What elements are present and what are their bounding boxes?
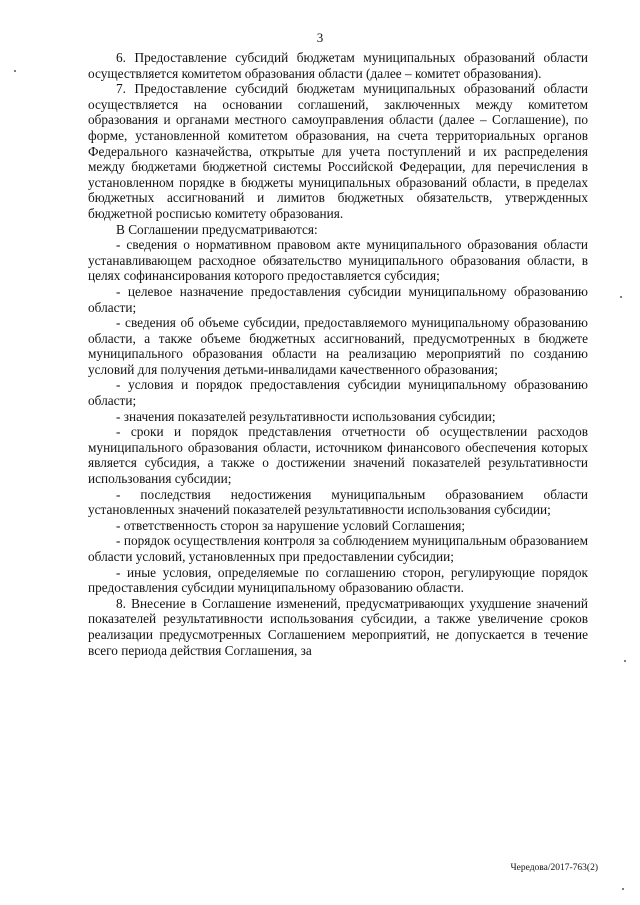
scan-speck — [624, 660, 626, 662]
list-item: - порядок осуществления контроля за соблюдением муниципальным образованием области условий, установленных при предоставлении субсидии; — [88, 533, 588, 564]
scan-speck — [622, 888, 624, 890]
paragraph-6: 6. Предоставление субсидий бюджетам муниципальных образований области осуществляется комитетом образования области (далее – комитет образования). — [88, 50, 588, 81]
list-item: - сведения об объеме субсидии, предоставляемого муниципальному образованию области, а также объеме бюджетных ассигнований, предусмотренных в бюджете муниципального образования области на реализацию мероприятий по созданию условий для получения детьми-инвалидами качественного образования; — [88, 315, 588, 377]
list-item: - иные условия, определяемые по соглашению сторон, регулирующие порядок предоставления субсидии муниципальному образованию области. — [88, 564, 588, 596]
document-body — [88, 50, 588, 658]
page-number: 3 — [316, 30, 324, 45]
list-item: - последствия недостижения муниципальным образованием области установленных значений показателей результативности использования субсидии; — [88, 486, 588, 518]
paragraph-8: 8. Внесение в Соглашение изменений, предусматривающих ухудшение значений показателей результативности использования субсидии, а также увеличение сроков реализации предусмотренных Соглашением мероприятий, не допускается в течение всего периода действия Соглашения, за — [88, 595, 588, 658]
paragraph-7: 7. Предоставление субсидий бюджетам муниципальных образований области осуществляется на основании соглашений, заключенных между комитетом образования и органами местного самоуправления области (далее – Соглашение), по форме, установленной комитетом образования, на счета территориальных органов Федерального казначейства, открытые для учета поступлений и их распределения между бюджетами бюджетной системы Российской Федерации, для перечисления в установленном порядке в бюджеты муниципальных образований области, в пределах бюджетных ассигнований и лимитов бюджетных обязательств, утвержденных бюджетной росписью комитету образования. — [88, 81, 588, 221]
document-code: Чередова/2017-763(2) — [510, 863, 598, 873]
agreement-intro: В Соглашении предусматриваются: — [116, 221, 318, 237]
list-item: - сведения о нормативном правовом акте муниципального образования области устанавливающем расходное обязательство муниципального образования области, в целях софинансирования которого предоставляется субсидия; — [88, 237, 588, 284]
list-item: - целевое назначение предоставления субсидии муниципальному образованию области; — [88, 283, 588, 315]
list-item: - условия и порядок предоставления субсидии муниципальному образованию области; — [88, 377, 588, 409]
scan-speck — [620, 296, 622, 298]
list-item: - значения показателей результативности использования субсидии; — [116, 408, 496, 424]
list-item: - сроки и порядок представления отчетности об осуществлении расходов муниципального образования области, источником финансового обеспечения которых является субсидия, а также о достижении значений показателей результативности использования субсидии; — [88, 424, 588, 487]
scan-speck — [14, 70, 16, 72]
list-item: - ответственность сторон за нарушение условий Соглашения; — [116, 517, 466, 533]
